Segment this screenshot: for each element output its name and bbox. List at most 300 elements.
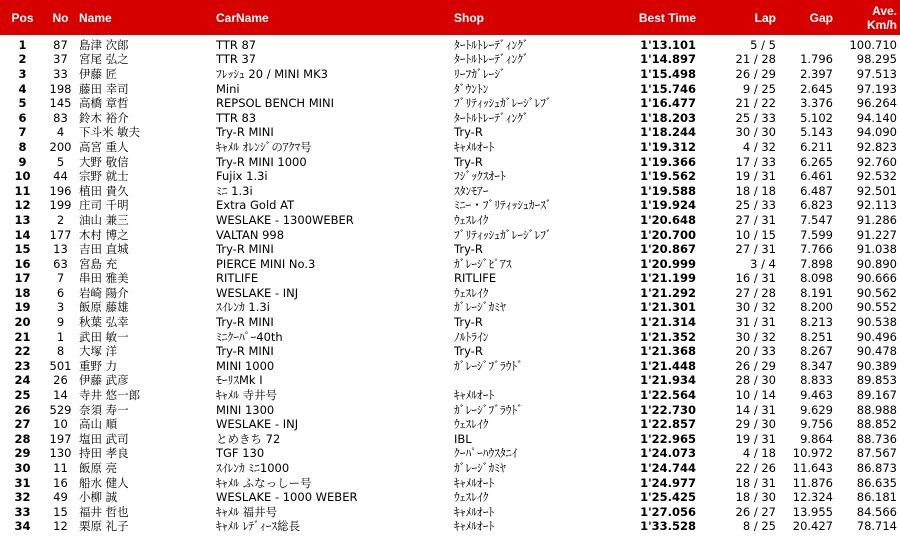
cell-lap: 26 / 29 [735, 359, 776, 373]
table-row [0, 96, 900, 111]
cell-name: 福井 哲也 [79, 505, 129, 519]
cell-name: 船水 健人 [79, 475, 129, 490]
cell-pos: 21 [14, 329, 31, 344]
cell-gap: 8.267 [800, 344, 833, 359]
cell-best-time: 1'21.301 [640, 300, 696, 315]
header-car: CarName [213, 0, 451, 35]
table-row [0, 242, 900, 257]
cell-avg-speed: 90.562 [856, 286, 897, 300]
cell-gap: 6.487 [800, 183, 833, 198]
cell-shop: ｳｪｽﾚｲｸ [454, 286, 489, 300]
cell-shop: Try-R [454, 242, 483, 257]
cell-car: MINI 1300 [216, 402, 275, 417]
cell-lap: 4 / 18 [742, 446, 776, 461]
cell-name: 油山 兼三 [79, 213, 129, 227]
cell-lap: 10 / 14 [735, 388, 776, 403]
cell-best-time: 1'21.934 [640, 373, 696, 388]
cell-best-time: 1'21.199 [640, 271, 696, 286]
cell-gap: 2.397 [800, 67, 833, 81]
cell-avg-speed: 92.760 [856, 154, 897, 169]
cell-car: ｷｬﾒﾙ 福井号 [216, 505, 278, 519]
cell-avg-speed: 90.552 [856, 300, 897, 315]
cell-gap: 6.823 [800, 198, 833, 213]
cell-lap: 8 / 25 [742, 519, 776, 534]
cell-gap: 8.191 [800, 286, 833, 300]
cell-pos: 12 [14, 198, 31, 213]
cell-no: 63 [53, 256, 68, 271]
cell-no: 15 [53, 505, 68, 519]
cell-lap: 28 / 30 [735, 373, 776, 388]
cell-lap: 19 / 31 [735, 169, 776, 184]
cell-lap: 30 / 32 [735, 329, 776, 344]
cell-shop: ｷｬﾒﾙｵｰﾄ [454, 519, 495, 534]
cell-best-time: 1'19.924 [640, 198, 696, 213]
cell-gap: 12.324 [792, 490, 833, 505]
cell-pos: 33 [14, 505, 31, 519]
header-pos: Pos [0, 0, 45, 35]
cell-name: 鈴木 裕介 [79, 110, 129, 125]
cell-gap: 10.972 [792, 446, 833, 461]
cell-no: 529 [49, 402, 72, 417]
table-row [0, 111, 900, 126]
cell-name: 飯原 亮 [79, 461, 118, 476]
cell-car: ｷｬﾒﾙ ｵﾚﾝｼﾞのｱｸﾏ号 [216, 140, 312, 154]
cell-best-time: 1'15.498 [640, 67, 696, 81]
cell-no: 37 [53, 52, 68, 67]
cell-no: 26 [53, 373, 68, 388]
cell-lap: 27 / 28 [735, 286, 776, 300]
cell-pos: 31 [14, 475, 31, 490]
table-row [0, 374, 900, 389]
cell-best-time: 1'24.977 [640, 475, 696, 490]
cell-car: TTR 83 [216, 110, 257, 125]
cell-avg-speed: 78.714 [856, 519, 897, 534]
cell-pos: 29 [14, 446, 31, 461]
cell-pos: 19 [14, 300, 31, 315]
cell-avg-speed: 100.710 [849, 37, 897, 52]
cell-gap: 7.599 [800, 227, 833, 242]
table-row [0, 82, 900, 97]
cell-shop: ｶﾞﾚｰｼﾞﾋﾟｱｽ [454, 256, 512, 271]
cell-best-time: 1'27.056 [640, 505, 696, 519]
cell-pos: 13 [14, 213, 31, 227]
cell-car: Extra Gold AT [216, 198, 295, 213]
cell-lap: 29 / 30 [735, 417, 776, 432]
cell-no: 501 [49, 359, 72, 373]
table-row [0, 257, 900, 272]
cell-car: Fujix 1.3i [216, 169, 268, 184]
cell-pos: 32 [14, 490, 31, 505]
cell-no: 199 [49, 198, 72, 213]
cell-lap: 21 / 22 [735, 96, 776, 111]
cell-gap: 11.876 [792, 475, 833, 490]
table-row [0, 359, 900, 374]
cell-gap: 2.645 [800, 81, 833, 96]
cell-shop: ｳｪｽﾚｲｸ [454, 417, 489, 432]
cell-lap: 3 / 4 [750, 256, 776, 271]
cell-lap: 21 / 28 [735, 52, 776, 67]
cell-lap: 16 / 31 [735, 271, 776, 286]
table-row [0, 272, 900, 287]
cell-pos: 28 [14, 432, 31, 446]
cell-name: 下斗米 敏夫 [79, 125, 141, 140]
table-row [0, 490, 900, 505]
header-name: Name [76, 0, 213, 35]
cell-lap: 4 / 32 [742, 140, 776, 154]
cell-lap: 10 / 15 [735, 227, 776, 242]
table-row [0, 286, 900, 301]
cell-name: 伊藤 匠 [79, 67, 118, 81]
cell-gap: 8.251 [800, 329, 833, 344]
table-row [0, 447, 900, 462]
cell-lap: 5 / 5 [750, 37, 776, 52]
cell-pos: 15 [14, 242, 31, 257]
cell-best-time: 1'21.368 [640, 344, 696, 359]
cell-car: REPSOL BENCH MINI [216, 96, 335, 111]
cell-shop: ｶﾞﾚｰｼﾞﾌﾞﾗｳﾄﾞ [454, 359, 523, 373]
cell-no: 7 [56, 271, 65, 286]
cell-best-time: 1'24.744 [640, 461, 696, 476]
cell-pos: 2 [18, 52, 27, 67]
cell-avg-speed: 92.532 [856, 169, 897, 184]
cell-lap: 26 / 29 [735, 67, 776, 81]
cell-pos: 8 [18, 140, 27, 154]
cell-name: 塩田 武司 [79, 432, 129, 446]
cell-best-time: 1'22.857 [640, 417, 696, 432]
cell-name: 栗原 礼子 [79, 519, 129, 534]
cell-lap: 17 / 33 [735, 154, 776, 169]
cell-pos: 18 [14, 286, 31, 300]
cell-best-time: 1'19.366 [640, 154, 696, 169]
cell-no: 2 [56, 213, 65, 227]
cell-no: 1 [56, 329, 65, 344]
cell-shop: ｳｪｽﾚｲｸ [454, 213, 489, 227]
cell-name: 木村 博之 [79, 227, 129, 242]
cell-no: 5 [56, 154, 65, 169]
cell-no: 49 [53, 490, 68, 505]
cell-no: 8 [56, 344, 65, 359]
cell-gap: 6.461 [800, 169, 833, 184]
cell-lap: 20 / 33 [735, 344, 776, 359]
cell-shop: ﾌﾞﾘﾃｨｯｼｭｶﾞﾚｰｼﾞﾚﾌﾞ [454, 227, 552, 242]
cell-no: 200 [49, 140, 72, 154]
cell-avg-speed: 90.389 [856, 359, 897, 373]
cell-no: 11 [53, 461, 68, 476]
cell-car: WESLAKE - INJ [216, 417, 299, 432]
cell-no: 44 [53, 169, 68, 184]
cell-shop: ﾀｰﾄﾙﾄﾚｰﾃﾞｨﾝｸﾞ [454, 110, 529, 125]
table-row [0, 388, 900, 403]
cell-gap: 7.898 [800, 256, 833, 271]
cell-car: WESLAKE - INJ [216, 286, 299, 300]
cell-avg-speed: 90.666 [856, 271, 897, 286]
cell-avg-speed: 92.113 [856, 198, 897, 213]
table-row [0, 330, 900, 345]
cell-pos: 30 [14, 461, 31, 476]
cell-car: MINI 1000 [216, 359, 275, 373]
cell-shop: ｸｰﾊﾟｰﾊｳｽﾀﾆｲ [454, 446, 518, 461]
cell-name: 持田 孝良 [79, 446, 129, 461]
cell-best-time: 1'21.292 [640, 286, 696, 300]
table-row [0, 213, 900, 228]
cell-gap: 8.200 [800, 300, 833, 315]
cell-lap: 30 / 30 [735, 125, 776, 140]
header-lap: Lap [699, 0, 779, 35]
cell-best-time: 1'16.477 [640, 96, 696, 111]
header-no: No [45, 0, 76, 35]
cell-gap: 9.864 [800, 432, 833, 446]
cell-best-time: 1'21.352 [640, 329, 696, 344]
cell-gap: 6.265 [800, 154, 833, 169]
cell-pos: 4 [18, 81, 27, 96]
cell-shop: ﾌｼﾞｯｸｽｵｰﾄ [454, 169, 506, 184]
cell-lap: 18 / 30 [735, 490, 776, 505]
cell-lap: 19 / 31 [735, 432, 776, 446]
cell-car: TGF 130 [216, 446, 265, 461]
cell-avg-speed: 88.988 [856, 402, 897, 417]
cell-car: RITLIFE [216, 271, 259, 286]
cell-pos: 3 [18, 67, 27, 81]
cell-no: 197 [49, 432, 72, 446]
cell-no: 130 [49, 446, 72, 461]
cell-avg-speed: 90.538 [856, 315, 897, 330]
cell-pos: 11 [14, 183, 31, 198]
cell-gap: 8.213 [800, 315, 833, 330]
cell-best-time: 1'24.073 [640, 446, 696, 461]
cell-avg-speed: 98.295 [856, 52, 897, 67]
cell-no: 13 [53, 242, 68, 257]
cell-car: とめきち 72 [216, 432, 281, 446]
cell-best-time: 1'22.564 [640, 388, 696, 403]
cell-gap: 9.756 [800, 417, 833, 432]
cell-avg-speed: 90.890 [856, 256, 897, 271]
cell-car: ｷｬﾒﾙ 寺井号 [216, 388, 278, 403]
table-row [0, 461, 900, 476]
cell-pos: 10 [14, 169, 31, 184]
cell-car: PIERCE MINI No.3 [216, 256, 316, 271]
cell-car: ﾓｰﾘｽMk Ⅰ [216, 373, 263, 388]
table-row [0, 315, 900, 330]
cell-lap: 25 / 33 [735, 198, 776, 213]
cell-shop: ﾐﾆｰ・ﾌﾞﾘﾃｨｯｼｭｶｰｽﾞ [454, 198, 552, 213]
cell-avg-speed: 90.478 [856, 344, 897, 359]
cell-pos: 6 [18, 110, 27, 125]
cell-best-time: 1'14.897 [640, 52, 696, 67]
cell-shop: Try-R [454, 125, 483, 140]
cell-best-time: 1'33.528 [640, 519, 696, 534]
cell-avg-speed: 92.501 [856, 183, 897, 198]
cell-shop: ｷｬﾒﾙｵｰﾄ [454, 505, 495, 519]
cell-pos: 1 [18, 37, 27, 52]
cell-no: 3 [56, 300, 65, 315]
header-speed-line2: Km/h [867, 17, 897, 32]
cell-shop: ﾌﾞﾘﾃｨｯｼｭｶﾞﾚｰｼﾞﾚﾌﾞ [454, 96, 552, 111]
cell-avg-speed: 92.823 [856, 140, 897, 154]
cell-no: 33 [53, 67, 68, 81]
cell-best-time: 1'21.448 [640, 359, 696, 373]
cell-name: 庄司 千明 [79, 198, 129, 213]
table-row [0, 140, 900, 155]
cell-avg-speed: 91.286 [856, 213, 897, 227]
cell-pos: 24 [14, 373, 31, 388]
cell-car: Try-R MINI [216, 125, 274, 140]
cell-car: VALTAN 998 [216, 227, 285, 242]
cell-name: 武田 敏一 [79, 329, 129, 344]
cell-car: TTR 87 [216, 37, 257, 52]
cell-pos: 25 [14, 388, 31, 403]
cell-pos: 14 [14, 227, 31, 242]
cell-pos: 26 [14, 402, 31, 417]
results-body [0, 35, 900, 534]
cell-avg-speed: 91.038 [856, 242, 897, 257]
header-shop: Shop [451, 0, 598, 35]
cell-shop: ｶﾞﾚｰｼﾞｶﾐﾔ [454, 300, 506, 315]
cell-shop: IBL [454, 432, 472, 446]
cell-best-time: 1'18.244 [640, 125, 696, 140]
cell-shop: Try-R [454, 154, 483, 169]
cell-name: 奈須 寿一 [79, 402, 129, 417]
cell-best-time: 1'21.314 [640, 315, 696, 330]
cell-lap: 14 / 31 [735, 402, 776, 417]
cell-shop: Try-R [454, 344, 483, 359]
table-row [0, 199, 900, 214]
cell-name: 宮島 充 [79, 256, 118, 271]
cell-shop: ﾀｰﾄﾙﾄﾚｰﾃﾞｨﾝｸﾞ [454, 37, 529, 52]
cell-pos: 22 [14, 344, 31, 359]
cell-best-time: 1'13.101 [640, 37, 696, 52]
cell-lap: 18 / 18 [735, 183, 776, 198]
cell-lap: 30 / 32 [735, 300, 776, 315]
cell-avg-speed: 97.193 [856, 81, 897, 96]
cell-no: 198 [49, 81, 72, 96]
cell-name: 高橋 章哲 [79, 96, 129, 111]
cell-shop [451, 374, 598, 389]
cell-lap: 27 / 31 [735, 242, 776, 257]
cell-car: ｷｬﾒﾙ ﾚﾃﾞｨｰｽ総長 [216, 519, 301, 534]
cell-pos: 27 [14, 417, 31, 432]
cell-gap: 11.643 [792, 461, 833, 476]
cell-avg-speed: 96.264 [856, 96, 897, 111]
cell-best-time: 1'22.965 [640, 432, 696, 446]
table-row [0, 228, 900, 243]
cell-best-time: 1'19.588 [640, 183, 696, 198]
cell-name: 飯原 藤雄 [79, 300, 129, 315]
cell-best-time: 1'25.425 [640, 490, 696, 505]
cell-avg-speed: 94.140 [856, 110, 897, 125]
cell-car: Mini [216, 81, 240, 96]
header-best: Best Time [598, 0, 699, 35]
cell-best-time: 1'19.562 [640, 169, 696, 184]
cell-lap: 25 / 33 [735, 110, 776, 125]
cell-name: 小柳 誠 [79, 490, 118, 505]
table-row [0, 126, 900, 141]
cell-name: 植田 貴久 [79, 183, 129, 198]
cell-lap: 27 / 31 [735, 213, 776, 227]
cell-avg-speed: 89.167 [856, 388, 897, 403]
cell-gap: 1.796 [800, 52, 833, 67]
cell-no: 12 [53, 519, 68, 534]
cell-no: 145 [49, 96, 72, 111]
cell-avg-speed: 86.635 [856, 475, 897, 490]
cell-shop: ﾀｰﾄﾙﾄﾚｰﾃﾞｨﾝｸﾞ [454, 52, 529, 67]
cell-lap: 22 / 26 [735, 461, 776, 476]
cell-avg-speed: 91.227 [856, 227, 897, 242]
cell-no: 87 [53, 37, 68, 52]
cell-pos: 5 [18, 96, 27, 111]
cell-lap: 18 / 31 [735, 475, 776, 490]
cell-avg-speed: 84.566 [856, 505, 897, 519]
table-row [0, 417, 900, 432]
table-row [0, 520, 900, 535]
table-row [0, 301, 900, 316]
cell-lap: 9 / 25 [742, 81, 776, 96]
cell-gap: 7.766 [800, 242, 833, 257]
cell-name: 高宮 重人 [79, 140, 129, 154]
cell-car: ﾌﾚｯｼｭ 20 / MINI MK3 [216, 67, 328, 81]
cell-avg-speed: 88.852 [856, 417, 897, 432]
cell-lap: 31 / 31 [735, 315, 776, 330]
cell-no: 16 [53, 475, 68, 490]
cell-gap: 8.098 [800, 271, 833, 286]
header-row [0, 0, 900, 35]
cell-name: 宗野 就士 [79, 169, 129, 184]
table-row [0, 344, 900, 359]
table-row [0, 67, 900, 82]
cell-gap: 5.143 [800, 125, 833, 140]
cell-name: 大塚 洋 [79, 344, 118, 359]
cell-shop: RITLIFE [454, 271, 497, 286]
cell-gap: 13.955 [792, 505, 833, 519]
cell-shop: Try-R [454, 315, 483, 330]
cell-shop: ｷｬﾒﾙｵｰﾄ [454, 475, 495, 490]
cell-best-time: 1'19.312 [640, 140, 696, 154]
cell-name: 寺井 悠一郎 [79, 388, 141, 403]
cell-pos: 20 [14, 315, 31, 330]
cell-shop: ｶﾞﾚｰｼﾞﾌﾞﾗｳﾄﾞ [454, 402, 523, 417]
cell-car: ｷｬﾒﾙ ふなっしー号 [216, 475, 312, 490]
cell-no: 196 [49, 183, 72, 198]
cell-gap: 20.427 [792, 519, 833, 534]
header-gap: Gap [779, 0, 836, 35]
cell-car: WESLAKE - 1000 WEBER [216, 490, 358, 505]
cell-no: 177 [49, 227, 72, 242]
cell-name: 岩崎 陽介 [79, 286, 129, 300]
cell-best-time: 1'15.746 [640, 81, 696, 96]
cell-shop: ｷｬﾒﾙｵｰﾄ [454, 388, 495, 403]
cell-best-time: 1'20.867 [640, 242, 696, 257]
cell-best-time: 1'20.648 [640, 213, 696, 227]
cell-name: 秋葉 弘幸 [79, 315, 129, 330]
cell-name: 伊藤 武彦 [79, 373, 129, 388]
cell-no: 10 [53, 417, 68, 432]
cell-shop: ｽﾀﾝﾓｱｰ [454, 183, 489, 198]
cell-car: Try-R MINI [216, 242, 274, 257]
cell-car: ﾐﾆ 1.3i [216, 183, 253, 198]
cell-avg-speed: 87.567 [856, 446, 897, 461]
cell-gap: 9.463 [800, 388, 833, 403]
cell-gap: 5.102 [800, 110, 833, 125]
cell-shop: ｳｪｽﾚｲｸ [454, 490, 489, 505]
cell-name: 高山 順 [79, 417, 118, 432]
cell-pos: 34 [14, 519, 31, 534]
cell-gap: 8.833 [800, 373, 833, 388]
cell-car: ｽｲﾚﾝｶ 1.3i [216, 300, 270, 315]
cell-shop: ﾉﾙﾄﾗｲﾝ [454, 329, 489, 344]
cell-no: 6 [56, 286, 65, 300]
cell-no: 14 [53, 388, 68, 403]
cell-car: ｽｲﾚﾝｶ ﾐﾆ1000 [216, 461, 290, 476]
cell-gap [779, 35, 836, 53]
